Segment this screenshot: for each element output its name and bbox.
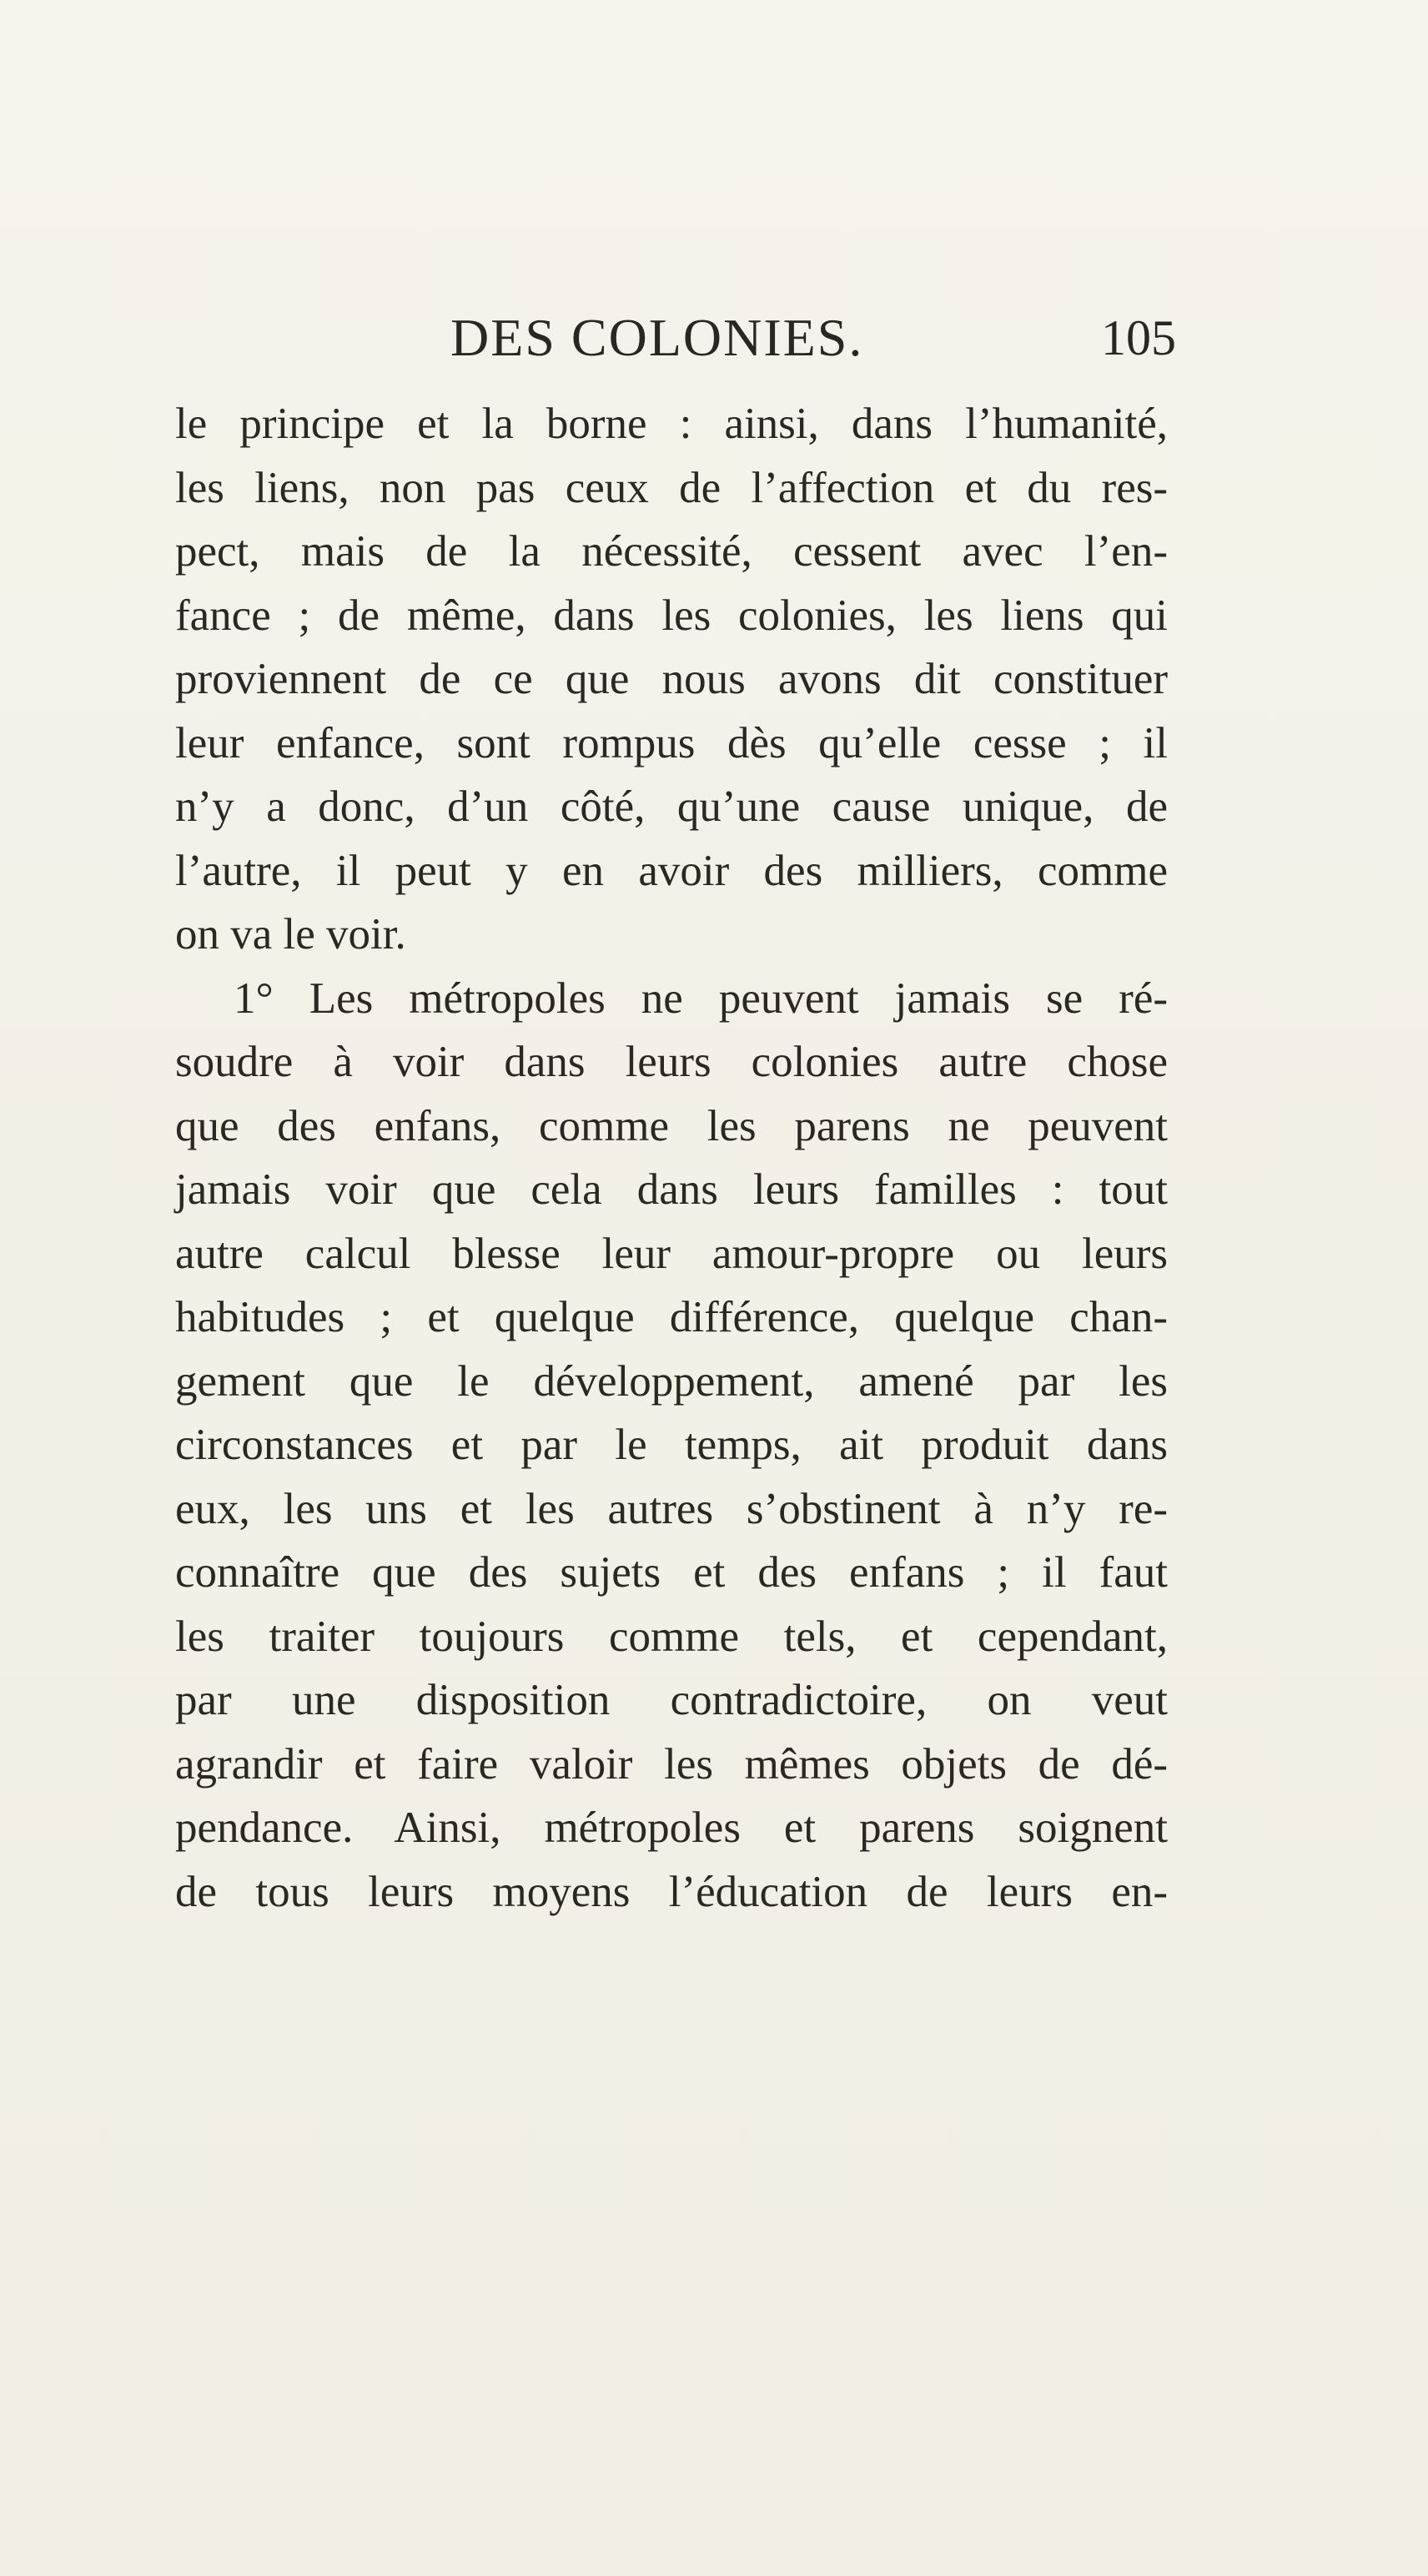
text-line: fance ; de même, dans les colonies, les liens qui [175, 591, 1168, 640]
text-line: connaître que des sujets et des enfans ; il faut [175, 1548, 1168, 1597]
text-line: pendance. Ainsi, métropoles et parens soignent [175, 1804, 1168, 1852]
text-line: eux, les uns et les autres s’obstinent à n’y re- [175, 1484, 1168, 1533]
text-line: que des enfans, comme les parens ne peuvent [175, 1101, 1168, 1150]
text-line: le principe et la borne : ainsi, dans l’humanité, [175, 400, 1168, 448]
paragraph-start-line: 1° Les métropoles ne peuvent jamais se ré- [234, 974, 1168, 1023]
text-line: soudre à voir dans leurs colonies autre chose [175, 1038, 1168, 1086]
running-title: DES COLONIES. [450, 308, 864, 367]
text-line: par une disposition contradictoire, on veut [175, 1676, 1168, 1724]
text-line: circonstances et par le temps, ait produit dans [175, 1421, 1168, 1469]
page-number: 105 [1101, 310, 1176, 365]
running-head [175, 300, 1176, 375]
text-line: leur enfance, sont rompus dès qu’elle cesse ; il [175, 718, 1168, 767]
text-line: l’autre, il peut y en avoir des milliers, comme [175, 846, 1168, 895]
text-line: agrandir et faire valoir les mêmes objets de dé- [175, 1739, 1168, 1789]
text-line: pect, mais de la nécessité, cessent avec l’en- [175, 527, 1168, 576]
text-line: jamais voir que cela dans leurs familles : tout [175, 1165, 1168, 1214]
text-line: n’y a donc, d’un côté, qu’une cause unique, de [175, 782, 1168, 831]
text-line: autre calcul blesse leur amour-propre ou leurs [175, 1229, 1168, 1278]
text-line: les liens, non pas ceux de l’affection et du res- [175, 463, 1168, 512]
text-line: proviennent de ce que nous avons dit constituer [175, 655, 1168, 703]
text-line: les traiter toujours comme tels, et cependant, [175, 1612, 1168, 1661]
body-text [175, 392, 1168, 1924]
paragraph-end-line: on va le voir. [175, 910, 406, 958]
text-line: de tous leurs moyens l’éducation de leurs en- [175, 1867, 1168, 1916]
text-line: habitudes ; et quelque différence, quelque chan- [175, 1293, 1168, 1341]
text-line: gement que le développement, amené par les [175, 1356, 1168, 1406]
